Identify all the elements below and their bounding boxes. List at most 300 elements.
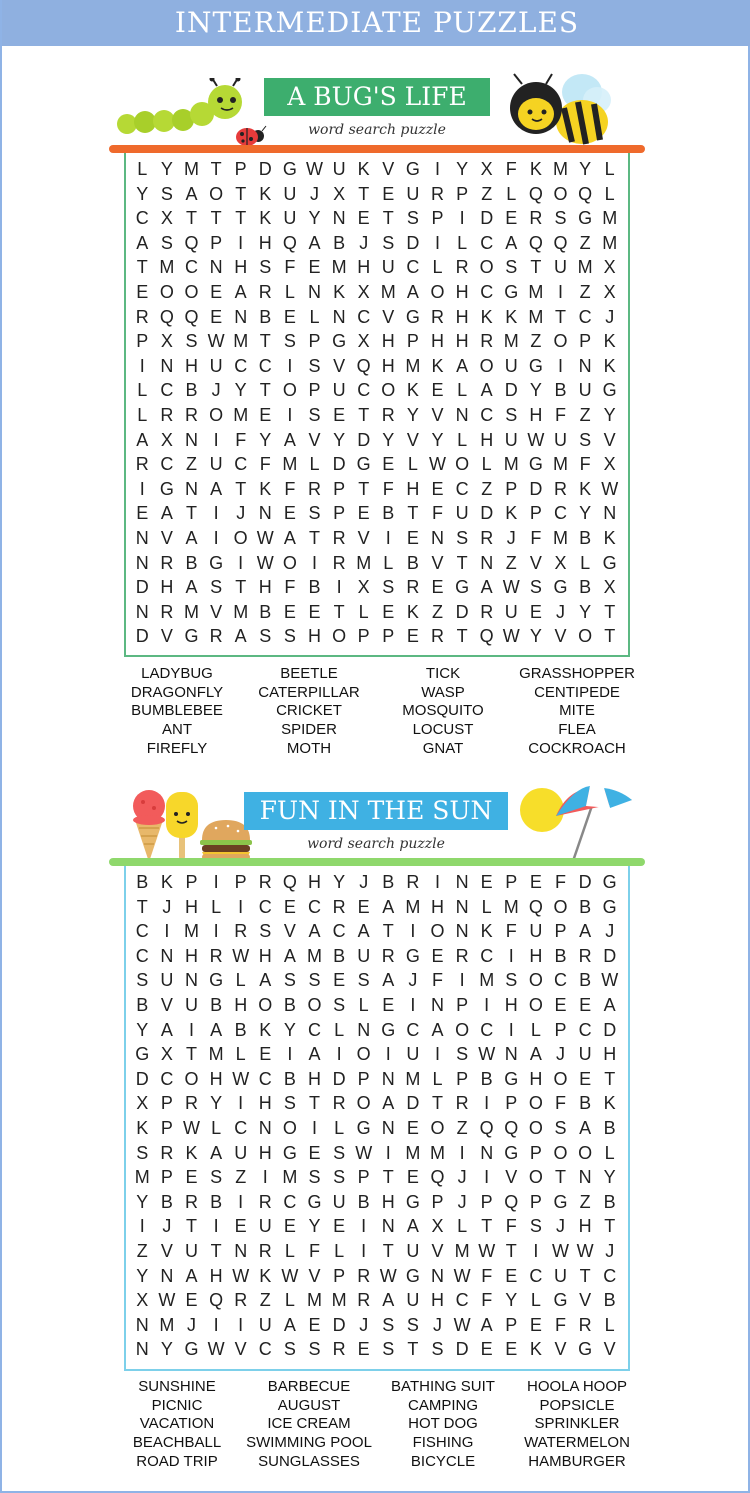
grid-letter[interactable]: H — [381, 1191, 395, 1212]
grid-letter[interactable]: T — [136, 257, 148, 278]
grid-letter[interactable]: R — [160, 601, 174, 622]
grid-letter[interactable]: N — [430, 1265, 444, 1286]
grid-letter[interactable]: U — [184, 995, 198, 1015]
grid-letter[interactable]: R — [160, 405, 174, 425]
grid-letter[interactable]: M — [331, 1290, 347, 1311]
grid-letter[interactable]: V — [505, 1167, 518, 1188]
grid-letter[interactable]: Y — [210, 1093, 223, 1114]
grid-letter[interactable]: L — [506, 183, 517, 204]
grid-letter[interactable]: T — [382, 1167, 394, 1188]
grid-letter[interactable]: U — [234, 1142, 248, 1163]
grid-letter[interactable]: C — [135, 921, 149, 942]
grid-letter[interactable]: N — [455, 405, 469, 425]
grid-letter[interactable]: W — [207, 331, 225, 352]
grid-letter[interactable]: D — [357, 429, 371, 450]
grid-letter[interactable]: T — [431, 1093, 443, 1114]
grid-letter[interactable]: I — [459, 1142, 465, 1163]
grid-letter[interactable]: U — [184, 1241, 198, 1261]
grid-letter[interactable]: V — [431, 405, 444, 425]
grid-letter[interactable]: E — [505, 1265, 518, 1286]
grid-letter[interactable]: W — [576, 1241, 594, 1261]
grid-letter[interactable]: A — [210, 1142, 223, 1163]
grid-letter[interactable]: V — [160, 995, 173, 1015]
grid-letter[interactable]: O — [553, 331, 568, 352]
grid-letter[interactable]: J — [605, 306, 615, 327]
grid-letter[interactable]: M — [405, 1142, 421, 1163]
grid-letter[interactable]: E — [480, 1339, 493, 1360]
grid-letter[interactable]: M — [208, 1044, 224, 1065]
grid-letter[interactable]: R — [160, 1142, 174, 1163]
grid-letter[interactable]: J — [457, 1167, 467, 1188]
grid-letter[interactable]: H — [160, 577, 174, 598]
grid-letter[interactable]: P — [529, 503, 542, 524]
grid-letter[interactable]: J — [309, 183, 319, 204]
grid-letter[interactable]: E — [333, 1216, 346, 1237]
grid-letter[interactable]: Y — [603, 405, 616, 425]
grid-letter[interactable]: Q — [430, 1167, 445, 1188]
grid-letter[interactable]: S — [308, 1339, 321, 1360]
grid-letter[interactable]: S — [283, 970, 296, 991]
grid-letter[interactable]: T — [235, 478, 247, 499]
grid-letter[interactable]: Z — [579, 405, 591, 425]
grid-letter[interactable]: T — [358, 478, 370, 499]
grid-letter[interactable]: I — [484, 1167, 490, 1188]
grid-letter[interactable]: W — [232, 1265, 250, 1286]
grid-letter[interactable]: U — [553, 429, 567, 450]
grid-letter[interactable]: F — [481, 1290, 493, 1311]
grid-letter[interactable]: C — [406, 1019, 420, 1040]
grid-letter[interactable]: H — [430, 1290, 444, 1311]
grid-letter[interactable]: L — [284, 1241, 295, 1261]
grid-letter[interactable]: A — [283, 945, 296, 966]
grid-letter[interactable]: B — [259, 306, 272, 327]
grid-letter[interactable]: B — [579, 577, 592, 598]
grid-letter[interactable]: S — [333, 1142, 346, 1163]
grid-letter[interactable]: V — [382, 159, 395, 179]
grid-letter[interactable]: G — [356, 454, 371, 475]
grid-letter[interactable]: L — [235, 970, 246, 991]
grid-letter[interactable]: A — [382, 970, 395, 991]
grid-letter[interactable]: A — [431, 1019, 444, 1040]
grid-letter[interactable]: M — [282, 1167, 298, 1188]
grid-letter[interactable]: K — [136, 1118, 149, 1138]
grid-letter[interactable]: Y — [259, 429, 272, 450]
grid-letter[interactable]: I — [213, 921, 219, 942]
grid-letter[interactable]: I — [287, 355, 293, 376]
grid-letter[interactable]: H — [357, 257, 371, 278]
grid-letter[interactable]: Q — [479, 626, 494, 647]
grid-letter[interactable]: R — [430, 306, 444, 327]
grid-letter[interactable]: U — [357, 945, 371, 966]
grid-letter[interactable]: H — [381, 331, 395, 352]
grid-letter[interactable]: N — [357, 1019, 371, 1040]
grid-letter[interactable]: O — [258, 995, 273, 1015]
grid-letter[interactable]: Y — [308, 1216, 321, 1237]
grid-letter[interactable]: X — [603, 282, 616, 302]
grid-letter[interactable]: C — [283, 1191, 297, 1212]
grid-letter[interactable]: Z — [579, 282, 591, 302]
grid-letter[interactable]: E — [357, 1339, 370, 1360]
grid-letter[interactable]: G — [159, 478, 174, 499]
grid-letter[interactable]: M — [405, 1068, 421, 1089]
grid-letter[interactable]: O — [578, 1142, 593, 1163]
grid-letter[interactable]: A — [480, 577, 493, 598]
grid-letter[interactable]: P — [529, 1191, 542, 1212]
grid-letter[interactable]: M — [306, 1290, 322, 1311]
grid-letter[interactable]: C — [160, 380, 174, 401]
grid-letter[interactable]: B — [259, 601, 272, 622]
grid-letter[interactable]: K — [431, 355, 444, 376]
grid-letter[interactable]: R — [332, 896, 346, 917]
grid-letter[interactable]: P — [234, 159, 247, 179]
grid-letter[interactable]: X — [160, 1044, 173, 1065]
grid-letter[interactable]: S — [406, 208, 419, 229]
grid-letter[interactable]: D — [332, 1068, 346, 1089]
grid-letter[interactable]: S — [554, 1118, 567, 1138]
grid-letter[interactable]: G — [553, 1191, 568, 1212]
grid-letter[interactable]: F — [554, 1093, 566, 1114]
grid-letter[interactable]: L — [604, 159, 615, 179]
grid-letter[interactable]: T — [259, 331, 271, 352]
grid-letter[interactable]: J — [506, 528, 516, 548]
grid-letter[interactable]: A — [136, 232, 149, 253]
grid-letter[interactable]: M — [233, 405, 249, 425]
grid-letter[interactable]: X — [603, 257, 616, 278]
grid-letter[interactable]: U — [578, 380, 592, 401]
grid-letter[interactable]: W — [428, 454, 446, 475]
grid-letter[interactable]: K — [603, 1093, 616, 1114]
grid-letter[interactable]: G — [602, 896, 617, 917]
grid-letter[interactable]: N — [135, 528, 149, 548]
grid-letter[interactable]: R — [135, 454, 149, 475]
grid-letter[interactable]: T — [185, 208, 197, 229]
grid-letter[interactable]: B — [210, 1191, 223, 1212]
grid-letter[interactable]: I — [508, 1019, 514, 1040]
grid-letter[interactable]: H — [529, 1068, 543, 1089]
grid-letter[interactable]: H — [258, 1093, 272, 1114]
grid-letter[interactable]: S — [259, 257, 272, 278]
grid-letter[interactable]: V — [210, 601, 223, 622]
grid-letter[interactable]: L — [137, 159, 148, 179]
grid-letter[interactable]: E — [579, 995, 592, 1015]
grid-letter[interactable]: D — [455, 601, 469, 622]
grid-letter[interactable]: P — [333, 1265, 346, 1286]
grid-letter[interactable]: G — [504, 1142, 519, 1163]
grid-letter[interactable]: N — [381, 1118, 395, 1138]
grid-letter[interactable]: F — [284, 478, 296, 499]
grid-letter[interactable]: K — [357, 159, 370, 179]
grid-letter[interactable]: M — [233, 601, 249, 622]
grid-letter[interactable]: V — [234, 1339, 247, 1360]
grid-letter[interactable]: K — [406, 380, 419, 401]
grid-letter[interactable]: I — [533, 1241, 539, 1261]
grid-letter[interactable]: Y — [333, 872, 346, 892]
grid-letter[interactable]: B — [579, 970, 592, 991]
grid-letter[interactable]: R — [455, 257, 469, 278]
grid-letter[interactable]: N — [135, 552, 149, 573]
grid-letter[interactable]: I — [459, 208, 465, 229]
grid-letter[interactable]: C — [357, 306, 371, 327]
grid-letter[interactable]: P — [160, 1093, 173, 1114]
grid-letter[interactable]: M — [183, 159, 199, 179]
grid-letter[interactable]: B — [579, 896, 592, 917]
grid-letter[interactable]: T — [259, 380, 271, 401]
grid-letter[interactable]: K — [259, 1019, 272, 1040]
grid-letter[interactable]: U — [504, 601, 518, 622]
grid-letter[interactable]: Y — [136, 183, 149, 204]
grid-letter[interactable]: A — [456, 355, 469, 376]
grid-letter[interactable]: E — [406, 528, 419, 548]
grid-letter[interactable]: A — [382, 1290, 395, 1311]
grid-letter[interactable]: O — [430, 282, 445, 302]
grid-letter[interactable]: G — [553, 1290, 568, 1311]
grid-letter[interactable]: Y — [603, 1167, 616, 1188]
grid-letter[interactable]: E — [431, 380, 444, 401]
grid-letter[interactable]: X — [357, 577, 370, 598]
grid-letter[interactable]: N — [504, 1044, 518, 1065]
grid-letter[interactable]: L — [309, 306, 320, 327]
grid-letter[interactable]: N — [578, 1167, 592, 1188]
grid-letter[interactable]: O — [455, 454, 470, 475]
grid-letter[interactable]: K — [505, 503, 518, 524]
grid-letter[interactable]: A — [603, 995, 616, 1015]
grid-letter[interactable]: H — [307, 1068, 321, 1089]
grid-letter[interactable]: F — [554, 405, 566, 425]
grid-letter[interactable]: F — [431, 503, 443, 524]
grid-letter[interactable]: S — [283, 1339, 296, 1360]
grid-letter[interactable]: R — [160, 552, 174, 573]
grid-letter[interactable]: O — [528, 1118, 543, 1138]
grid-letter[interactable]: O — [307, 995, 322, 1015]
grid-letter[interactable]: M — [577, 257, 593, 278]
grid-letter[interactable]: T — [358, 405, 370, 425]
grid-letter[interactable]: L — [457, 429, 468, 450]
grid-letter[interactable]: C — [578, 306, 592, 327]
grid-letter[interactable]: U — [406, 183, 420, 204]
grid-letter[interactable]: B — [210, 995, 223, 1015]
grid-letter[interactable]: I — [434, 232, 440, 253]
grid-letter[interactable]: Z — [136, 1241, 148, 1261]
grid-letter[interactable]: C — [135, 945, 149, 966]
grid-letter[interactable]: W — [355, 1142, 373, 1163]
grid-letter[interactable]: U — [553, 257, 567, 278]
grid-letter[interactable]: J — [359, 1314, 369, 1335]
grid-letter[interactable]: I — [385, 1044, 391, 1065]
grid-letter[interactable]: I — [410, 995, 416, 1015]
grid-letter[interactable]: G — [528, 454, 543, 475]
grid-letter[interactable]: I — [238, 1093, 244, 1114]
grid-letter[interactable]: P — [333, 503, 346, 524]
grid-letter[interactable]: L — [432, 1068, 443, 1089]
grid-letter[interactable]: Z — [235, 1167, 247, 1188]
grid-letter[interactable]: S — [308, 405, 321, 425]
grid-letter[interactable]: P — [333, 478, 346, 499]
grid-letter[interactable]: I — [287, 1044, 293, 1065]
grid-letter[interactable]: J — [457, 1191, 467, 1212]
grid-letter[interactable]: F — [579, 454, 591, 475]
grid-letter[interactable]: Z — [579, 1191, 591, 1212]
grid-letter[interactable]: U — [406, 1044, 420, 1065]
grid-letter[interactable]: L — [383, 552, 394, 573]
grid-letter[interactable]: L — [604, 1314, 615, 1335]
grid-letter[interactable]: T — [235, 208, 247, 229]
grid-letter[interactable]: O — [528, 1093, 543, 1114]
grid-letter[interactable]: P — [431, 1191, 444, 1212]
grid-letter[interactable]: P — [308, 331, 321, 352]
grid-letter[interactable]: S — [505, 970, 518, 991]
grid-letter[interactable]: K — [603, 355, 616, 376]
grid-letter[interactable]: L — [137, 405, 148, 425]
grid-letter[interactable]: O — [159, 282, 174, 302]
grid-letter[interactable]: M — [331, 257, 347, 278]
grid-letter[interactable]: L — [457, 380, 468, 401]
grid-letter[interactable]: W — [478, 1241, 496, 1261]
grid-letter[interactable]: O — [430, 921, 445, 942]
grid-letter[interactable]: E — [234, 1216, 247, 1237]
grid-letter[interactable]: Y — [283, 1019, 296, 1040]
grid-letter[interactable]: Y — [160, 1339, 173, 1360]
grid-letter[interactable]: A — [480, 1314, 493, 1335]
grid-letter[interactable]: N — [578, 355, 592, 376]
grid-letter[interactable]: G — [356, 1118, 371, 1138]
grid-letter[interactable]: S — [529, 1216, 542, 1237]
grid-letter[interactable]: A — [308, 232, 321, 253]
grid-letter[interactable]: S — [333, 995, 346, 1015]
grid-letter[interactable]: E — [333, 405, 346, 425]
grid-letter[interactable]: L — [481, 896, 492, 917]
grid-letter[interactable]: L — [334, 1019, 345, 1040]
grid-letter[interactable]: R — [381, 945, 395, 966]
grid-letter[interactable]: G — [602, 380, 617, 401]
grid-letter[interactable]: U — [504, 429, 518, 450]
grid-letter[interactable]: W — [601, 970, 619, 991]
grid-letter[interactable]: C — [234, 454, 248, 475]
grid-letter[interactable]: G — [184, 1339, 199, 1360]
grid-letter[interactable]: C — [357, 380, 371, 401]
grid-letter[interactable]: W — [281, 1265, 299, 1286]
grid-letter[interactable]: K — [259, 183, 272, 204]
grid-letter[interactable]: G — [553, 577, 568, 598]
grid-letter[interactable]: C — [258, 1068, 272, 1089]
grid-letter[interactable]: W — [379, 1265, 397, 1286]
grid-letter[interactable]: N — [135, 601, 149, 622]
grid-letter[interactable]: X — [357, 331, 370, 352]
grid-letter[interactable]: B — [160, 1191, 173, 1212]
grid-letter[interactable]: L — [358, 995, 369, 1015]
grid-letter[interactable]: S — [185, 331, 198, 352]
grid-letter[interactable]: S — [283, 626, 296, 647]
grid-letter[interactable]: I — [238, 1191, 244, 1212]
grid-letter[interactable]: Z — [505, 552, 517, 573]
grid-letter[interactable]: M — [282, 454, 298, 475]
grid-letter[interactable]: T — [505, 1241, 517, 1261]
grid-letter[interactable]: X — [136, 1290, 149, 1311]
grid-letter[interactable]: B — [185, 552, 198, 573]
grid-letter[interactable]: X — [136, 1093, 149, 1114]
grid-letter[interactable]: C — [258, 896, 272, 917]
grid-letter[interactable]: X — [160, 208, 173, 229]
grid-letter[interactable]: J — [555, 1216, 565, 1237]
grid-letter[interactable]: S — [308, 503, 321, 524]
grid-letter[interactable]: E — [136, 282, 149, 302]
grid-letter[interactable]: B — [185, 380, 198, 401]
grid-letter[interactable]: O — [184, 282, 199, 302]
grid-letter[interactable]: E — [554, 995, 567, 1015]
grid-letter[interactable]: V — [160, 626, 173, 647]
grid-letter[interactable]: T — [554, 306, 566, 327]
grid-letter[interactable]: C — [184, 257, 198, 278]
grid-letter[interactable]: R — [381, 405, 395, 425]
grid-letter[interactable]: S — [431, 1339, 444, 1360]
grid-letter[interactable]: G — [405, 159, 420, 179]
grid-letter[interactable]: L — [604, 1142, 615, 1163]
grid-letter[interactable]: H — [430, 896, 444, 917]
grid-letter[interactable]: U — [332, 1191, 346, 1212]
grid-letter[interactable]: W — [158, 1290, 176, 1311]
grid-letter[interactable]: D — [504, 380, 518, 401]
grid-letter[interactable]: H — [184, 945, 198, 966]
grid-letter[interactable]: Z — [530, 331, 542, 352]
grid-letter[interactable]: V — [283, 921, 296, 942]
grid-letter[interactable]: E — [308, 1314, 321, 1335]
grid-letter[interactable]: C — [406, 257, 420, 278]
grid-letter[interactable]: I — [213, 528, 219, 548]
grid-letter[interactable]: I — [213, 503, 219, 524]
grid-letter[interactable]: V — [431, 552, 444, 573]
grid-letter[interactable]: Q — [282, 872, 297, 892]
grid-letter[interactable]: C — [307, 1019, 321, 1040]
grid-letter[interactable]: M — [134, 1167, 150, 1188]
grid-letter[interactable]: O — [209, 405, 224, 425]
grid-letter[interactable]: U — [283, 183, 297, 204]
grid-letter[interactable]: A — [529, 1044, 542, 1065]
grid-letter[interactable]: E — [505, 208, 518, 229]
grid-letter[interactable]: A — [185, 183, 198, 204]
grid-letter[interactable]: R — [406, 577, 420, 598]
grid-letter[interactable]: P — [357, 1068, 370, 1089]
grid-letter[interactable]: C — [578, 1019, 592, 1040]
grid-letter[interactable]: D — [529, 478, 543, 499]
grid-letter[interactable]: I — [238, 232, 244, 253]
grid-letter[interactable]: J — [236, 503, 246, 524]
grid-letter[interactable]: L — [235, 1044, 246, 1065]
grid-letter[interactable]: M — [356, 552, 372, 573]
grid-letter[interactable]: I — [434, 159, 440, 179]
grid-letter[interactable]: I — [311, 552, 317, 573]
grid-letter[interactable]: I — [385, 528, 391, 548]
grid-letter[interactable]: H — [455, 331, 469, 352]
grid-letter[interactable]: E — [136, 503, 149, 524]
grid-letter[interactable]: F — [505, 1216, 517, 1237]
grid-letter[interactable]: N — [455, 872, 469, 892]
grid-letter[interactable]: N — [430, 528, 444, 548]
grid-letter[interactable]: H — [504, 995, 518, 1015]
grid-letter[interactable]: R — [184, 1191, 198, 1212]
grid-letter[interactable]: H — [234, 995, 248, 1015]
grid-letter[interactable]: H — [430, 331, 444, 352]
grid-letter[interactable]: M — [528, 282, 544, 302]
grid-letter[interactable]: N — [184, 970, 198, 991]
grid-letter[interactable]: R — [258, 282, 272, 302]
grid-letter[interactable]: G — [135, 1044, 150, 1065]
grid-letter[interactable]: G — [504, 282, 519, 302]
grid-letter[interactable]: N — [430, 995, 444, 1015]
grid-letter[interactable]: F — [235, 429, 247, 450]
grid-letter[interactable]: Y — [160, 159, 173, 179]
grid-letter[interactable]: S — [308, 1167, 321, 1188]
grid-letter[interactable]: D — [135, 577, 149, 598]
grid-letter[interactable]: N — [455, 921, 469, 942]
